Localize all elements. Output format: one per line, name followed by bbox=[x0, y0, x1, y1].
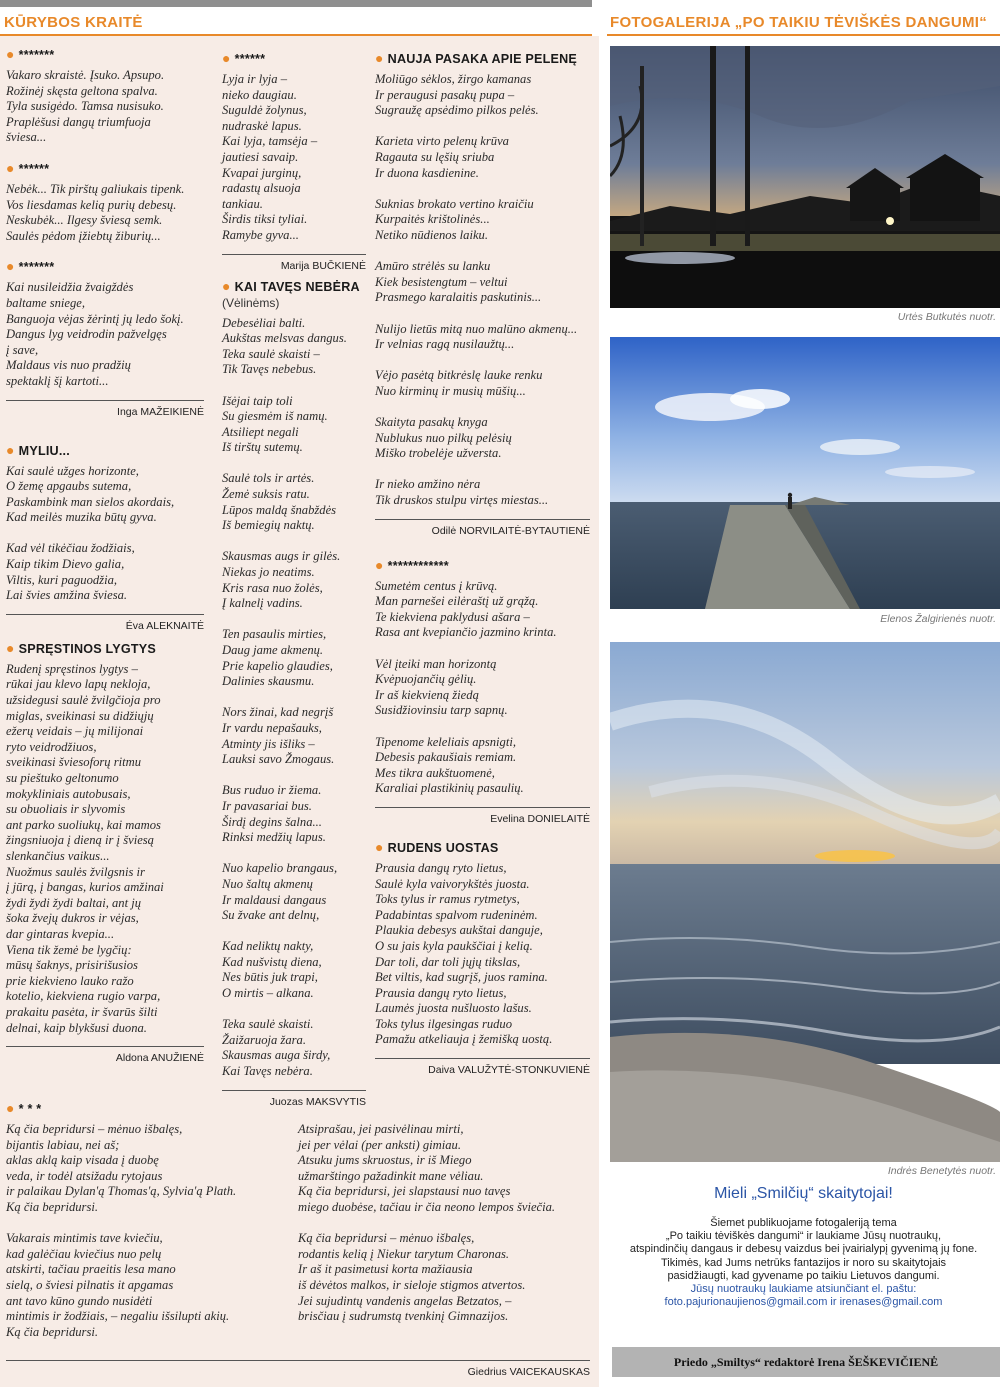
poem-title: ● ******* bbox=[6, 46, 55, 62]
editor-credit: Priedo „Smiltys“ redaktorė Irena ŠEŠKEVIČIENĖ bbox=[673, 1354, 939, 1369]
poem-text: Rudenį spręstinos lygtys – rūkai jau klevo lapų nekloja, užsidegusi saulė žvilgčioja pro miglas, sveikinasi su didžiųjų ežerų veidais – jų milijonai ryto veidrodžiuos, sveikinasi šviesoforų ritmu su pieštuko geltonumo mokykliniais autobusais, su obuoliais ir slyvomis ant parko suoliukų, kai mamos žingsniuoja į dieną ir į šviesą slenkančius vaikus... Nuožmus saulės žvilgsnis ir į jūrą, į bangas, kurios amžinai žydi žydi žydi baltai, ant jų šoka žvejų dukros ir vėjas, dar gintaras kvepia... Viena tik žemė be lygčių: mūsų šaknys, prisirišusios prie kiekvieno lauko ražo kotelio, kiekviena rugio varpa, prakaitu pasėta, ir švarūs šilti delnai, kaip blykšusi duona. bbox=[6, 661, 164, 1035]
poem-author: Giedrius VAICEKAUSKAS bbox=[6, 1360, 590, 1378]
poem-text: Lyja ir lyja – nieko daugiau. Suguldė žolynus, nudraskė lapus. Kai lyja, tamsėja – jautiesi savaip. Kvapai jurginų, radastų alsuoja tankiau. Širdis tiksi tyliai. Ramybe gyva... bbox=[222, 72, 318, 242]
poem-title: ● * * * bbox=[6, 1100, 42, 1116]
readers-notice bbox=[607, 1185, 1000, 1309]
poem-text: Sumetėm centus į krūvą. Man parnešei eilėraštį už grąžą. Te kiekviena paklydusi ašara – Rasa ant kvepiančio jazmino krinta. Vėl įteiki man horizontą Kvėpuojančių gėlių. Ir aš kiekvieną žiedą Susidžiovinsiu tarp sapnų. Tipenome keleliais apsnigti, Debesis pakaušiais remiam. Mes tikra aukštuomenė, Karaliai plastikinių pasaulių. bbox=[375, 578, 557, 796]
poem-author: Inga MAŽEIKIENĖ bbox=[6, 400, 204, 418]
photo-sea-sunset bbox=[610, 642, 1000, 1162]
photo-pier bbox=[610, 337, 1000, 609]
poem-title: ● ************ bbox=[375, 556, 449, 573]
bullet-icon: ● bbox=[6, 639, 15, 656]
photo-credit: Elenos Žalgirienės nuotr. bbox=[880, 613, 996, 625]
poem-text: Kai nusileidžia žvaigždės baltame sniege, Banguoja vėjas žėrintį jų ledo šokį. Dangus lyg veidrodin pažvelgęs į save, Maldaus vis nuo pradžių spektaklį šį kartoti... bbox=[6, 280, 184, 388]
notice-line: Jūsų nuotraukų laukiame atsiunčiant el. paštu: bbox=[690, 1283, 917, 1296]
bullet-icon: ● bbox=[6, 441, 15, 458]
poem-title: ● MYLIU... bbox=[6, 441, 70, 458]
bullet-icon: ● bbox=[222, 50, 231, 66]
bullet-icon: ● bbox=[375, 50, 384, 66]
bullet-icon: ● bbox=[375, 556, 384, 573]
poem-text: Moliūgo sėklos, žirgo kamanas Ir peraugusi pasakų pupa – Sugraužę apsėdimo pilkos pelės. Karieta virto pelenų krūva Ragauta su lęšių sriuba Ir duona kasdienine. Suknias brokato vertino kraičiu Kurpaitės krištolinės... Netiko nūdienos laiku. Amūro strėlės su lanku Kiek besistengtum – veltui Prasmego karalaitis paskutinis... Nulijo lietūs mitą nuo malūno akmenų... Ir velnias ragą nusilaužtų... Vėjo pasėtą bitkrėslę lauke renku Nuo kirminų ir musių mūšių... Skaityta pasakų knyga Nublukus nuo pilkų pelėsių Miško trobelėje užversta. Ir nieko amžino nėra Tik druskos stulpu virtęs miestas... bbox=[375, 72, 578, 508]
poem-text-right: Atsiprašau, jei pasivėlinau mirti, jei per vėlai (per anksti) gimiau. Atsuku jums skruostus, ir iš Miego užmarštingo pažadinkit mane vėliau. Ką čia bepridursi, jei slapstausi nuo tavęs miego duobėse, tačiau ir čia neono lempos šviečia. Ką čia bepridursi – mėnuo išbalęs, rodantis kelią į Niekur tarytum Charonas. Ir aš it pasimetusi korta mažiausia iš dėvėtos malkos, ir sieloje stigmos atvertos. Jei sujudintų vandenis angelas Betzatos, – brisčiau į sudrumstą tvenkinį Gimnazijos. bbox=[298, 1122, 556, 1324]
poem-text: Kai saulė užges horizonte, O žemę apgaubs sutema, Paskambink man sielos akordais, Kad meilės muzika būtų gyva. Kad vėl tikėčiau žodžiais, Kaip tikim Dievo galia, Viltis, kuri paguodžia, Lai švies amžina šviesa. bbox=[6, 463, 175, 603]
poem-text: Prausia dangų ryto lietus, Saulė kyla vaivorykštės juosta. Toks tylus ir ramus rytmetys, Padabintas spalvom rudeninėm. Plaukia debesys aukštai danguje, O su jais kyla paukščiai į kelią. Dar toli, dar toli jųjų tikslas, Bet viltis, kad sugrįš, juos ramina. Prausia dangų ryto lietus, Laumės juosta nušluosto lašus. Toks tylus ilgesingas ruduo Pamažu atkeliauja į žemišką uostą. bbox=[375, 860, 553, 1047]
bullet-icon: ● bbox=[6, 258, 15, 275]
poem-column-1 bbox=[6, 46, 204, 1064]
poem-text: Vakaro skraistė. Įsuko. Apsupo. Rožinėj skęsta geltona spalva. Tyla susigėdo. Tamsa nusisuko. Praplėšusi dangų triumfuoja šviesa... bbox=[6, 68, 165, 145]
poem-title: ● SPRĘSTINOS LYGTYS bbox=[6, 639, 156, 656]
photo-dusk-park bbox=[610, 46, 1000, 308]
poem-author: Marija BUČKIENĖ bbox=[222, 254, 366, 272]
poem-title: ● ******* bbox=[6, 258, 55, 275]
editor-credit-bar bbox=[612, 1347, 1000, 1377]
poem-author: Evelina DONIELAITĖ bbox=[375, 807, 590, 825]
notice-line: Šiemet publikuojame fotogaleriją tema bbox=[710, 1217, 897, 1229]
bullet-icon: ● bbox=[6, 159, 15, 176]
top-bar bbox=[0, 0, 592, 7]
notice-line: pasidžiaugti, kad gyvename po taikiu Lietuvos dangumi. bbox=[667, 1269, 940, 1282]
poem-author: Odilė NORVILAITĖ-BYTAUTIENĖ bbox=[375, 519, 590, 537]
bullet-icon: ● bbox=[6, 46, 15, 62]
poem-column-2 bbox=[222, 50, 366, 1108]
bullet-icon: ● bbox=[222, 277, 231, 294]
section-title-kurybos-kraite: KŪRYBOS KRAITĖ bbox=[4, 14, 143, 31]
notice-title: Mieli „Smilčių“ skaitytojai! bbox=[714, 1185, 893, 1202]
bullet-icon: ● bbox=[375, 838, 384, 855]
poem-author: Éva ALEKNAITĖ bbox=[6, 614, 204, 632]
notice-emails[interactable]: foto.pajurionaujienos@gmail.com ir irenases@gmail.com bbox=[664, 1296, 943, 1309]
bottom-poem bbox=[6, 1100, 590, 1378]
header-rule-right bbox=[607, 34, 1000, 36]
notice-line: atspindinčių dangaus ir debesų vaizdus bei įvairialypį gyvenimą jų fone. bbox=[629, 1243, 978, 1256]
poem-text-left: Ką čia bepridursi – mėnuo išbalęs, bijantis labiau, nei aš; aklas aklą kaip visada į duobę veda, ir todėl atsižadu rytojaus ir palaikau Dylan'ą Thomas'ą, Sylvia'ą Plath. Ką čia bepridursi. Vakarais mintimis tave kviečiu, kad galėčiau kviečius nuo pelų atskirti, tačiau praeitis lesa mano sielą, o šviesi pilnatis it apgamas ant tavo kūno gundo nusidėti mintimis ir žodžiais, – negaliu išsilupti akių. Ką čia bepridursi. bbox=[6, 1122, 237, 1339]
poem-column-3 bbox=[375, 50, 590, 1076]
section-title-fotogalerija: FOTOGALERIJA „PO TAIKIU TĖVIŠKĖS DANGUMI“ bbox=[610, 14, 988, 31]
poem-author: Aldona ANUŽIENĖ bbox=[6, 1046, 204, 1064]
poem-subtitle: (Vėlinėms) bbox=[222, 295, 280, 310]
poem-title: ● KAI TAVĘS NEBĖRA bbox=[222, 277, 360, 294]
poem-title: ● RUDENS UOSTAS bbox=[375, 838, 499, 855]
poem-title: ● NAUJA PASAKA APIE PELENĘ bbox=[375, 50, 577, 66]
poem-text: Debesėliai balti. Aukštas melsvas dangus. Teka saulė skaisti – Tik Tavęs nebebus. Išėjai taip toli Su giesmėm iš namų. Atsiliept negali Iš tirštų sutemų. Saulė tols ir artės. Žemė suksis ratu. Lūpos maldą šnabždės Iš bemiegių naktų. Skausmas augs ir gilės. Niekas jo neatims. Kris rasa nuo žolės, Į kalnelį vadins. Ten pasaulis mirties, Daug jame akmenų. Prie kapelio glaudies, Dalinies skausmu. Nors žinai, kad negrįš Ir vardu nepašauks, Atminty jis išliks – Lauksi savo Žmogaus. Bus ruduo ir žiema. Ir pavasariai bus. Širdį degins šalna... Rinksi medžių lapus. Nuo kapelio brangaus, Nuo šaltų akmenų Ir maldausi dangaus Su žvake ant delnų, Kad neliktų nakty, Kad nušvistų diena, Nes būtis juk trapi, O mirtis – alkana. Teka saulė skaisti. Žaižaruoja žara. Skausmas auga širdy, Kai Tavęs nebėra. bbox=[222, 315, 347, 1079]
notice-line: „Po taikiu tėviškės dangumi“ ir laukiame Jūsų nuotraukų, bbox=[665, 1230, 942, 1243]
poem-title: ● ****** bbox=[222, 50, 266, 66]
column-gutter bbox=[599, 0, 607, 1387]
photo-credit: Urtės Butkutės nuotr. bbox=[897, 311, 996, 323]
poem-author: Juozas MAKSVYTIS bbox=[222, 1090, 366, 1108]
poem-author: Daiva VALUŽYTĖ-STONKUVIENĖ bbox=[375, 1058, 590, 1076]
poem-title: ● ****** bbox=[6, 159, 50, 176]
bullet-icon: ● bbox=[6, 1100, 15, 1116]
poem-text: Nebėk... Tik pirštų galiukais tipenk. Vos liesdamas kelią purių debesų. Neskubėk... Ilgesy šviesą semk. Saulės pėdom įžiebtų žiburių... bbox=[6, 181, 185, 243]
notice-line: Tikimės, kad Jums netrūks fantazijos ir noro su skaitytojais bbox=[660, 1256, 947, 1269]
photo-credit: Indrės Benetytės nuotr. bbox=[887, 1165, 996, 1177]
